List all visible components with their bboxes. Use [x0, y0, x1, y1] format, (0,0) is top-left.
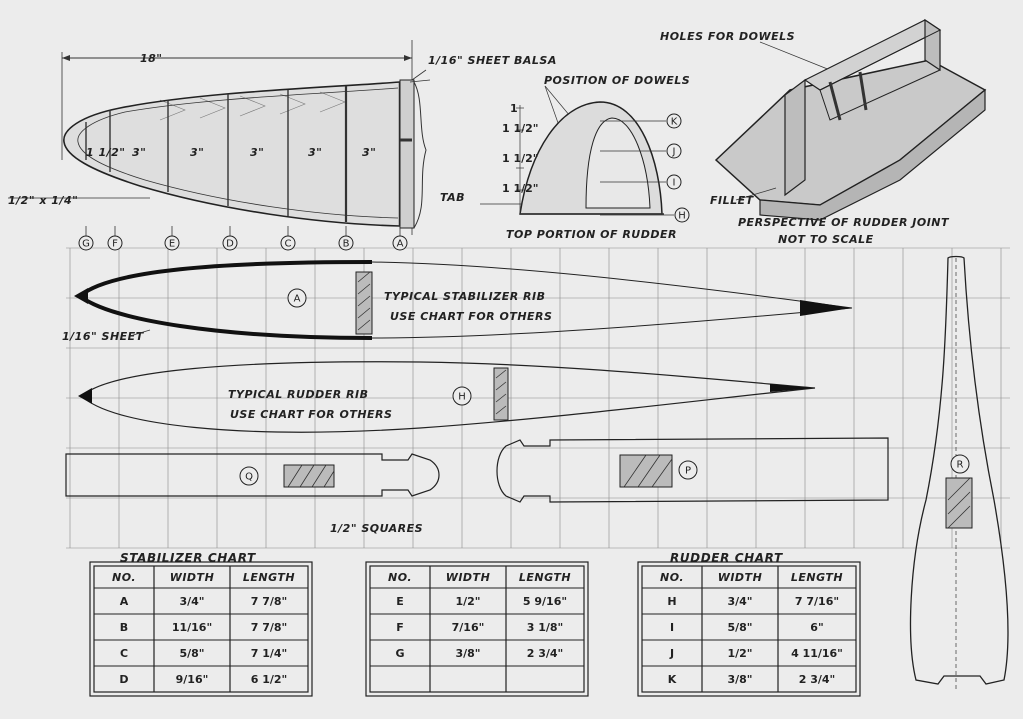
rudder-rib-circle: [675, 208, 689, 222]
table-cell: C: [119, 647, 129, 660]
rib-circle-letter: G: [82, 238, 90, 250]
rudder-rib-circle: [667, 175, 681, 189]
rudder-rib-circle-letter: I: [672, 177, 676, 189]
table-cell: 2 3/4": [526, 647, 564, 660]
top-portion-label: TOP PORTION OF RUDDER: [506, 228, 677, 241]
table-cell: 7 1/4": [250, 647, 288, 660]
rib-circle: [393, 236, 407, 250]
rib-circle-letter: D: [226, 238, 234, 250]
table-header: NO.: [660, 571, 684, 584]
table-cell: B: [119, 621, 129, 634]
stabilizer-plan: [8, 40, 557, 250]
not-to-scale-label: NOT TO SCALE: [778, 233, 874, 246]
part-circle-p: [679, 461, 697, 479]
part-circle-r-letter: R: [956, 459, 964, 471]
stabilizer-chart-title: STABILIZER CHART: [120, 551, 256, 565]
table-cell: J: [669, 647, 675, 660]
rib-circle: [223, 236, 237, 250]
rib-circle-letter: A: [396, 238, 404, 250]
stabilizer-rib: [62, 262, 852, 343]
sheet-116-label: 1/16" SHEET: [62, 330, 144, 343]
dowel-spacing-1: 1: [510, 102, 518, 115]
squares-label: 1/2" SQUARES: [330, 522, 424, 535]
table-cell: 3/8": [727, 673, 753, 686]
table-header: WIDTH: [717, 571, 763, 584]
rib-circle: [108, 236, 122, 250]
table-cell: 5/8": [727, 621, 753, 634]
table-cell: K: [667, 673, 677, 686]
table-cell: 1/2": [455, 595, 481, 608]
rudder-rib-circle-letter: K: [670, 116, 678, 128]
rib-circle-letter: B: [342, 238, 350, 250]
rudder-chart-table: [638, 562, 860, 696]
table-cell: 3/8": [455, 647, 481, 660]
table-cell: 7 7/8": [250, 621, 288, 634]
rib-circle: [339, 236, 353, 250]
rib-circle: [281, 236, 295, 250]
rib-circle-letter: F: [112, 238, 118, 250]
table-header: LENGTH: [518, 571, 572, 584]
stab-rib-label-1: TYPICAL STABILIZER RIB: [384, 290, 546, 303]
table-cell: D: [119, 673, 129, 686]
table-cell: 3/4": [727, 595, 753, 608]
rudder-rib-label-2: USE CHART FOR OTHERS: [230, 408, 393, 421]
rib-circle: [165, 236, 179, 250]
spacing-label-2: 3": [132, 146, 147, 159]
spacing-label-3: 3": [190, 146, 205, 159]
rib-circle-letter: C: [284, 238, 292, 250]
position-of-dowels-label: POSITION OF DOWELS: [544, 74, 691, 87]
perspective-label: PERSPECTIVE OF RUDDER JOINT: [738, 216, 949, 229]
rudder-top-portion: [440, 74, 690, 241]
part-circle-h: [453, 387, 471, 405]
rudder-rib-circle: [667, 114, 681, 128]
stab-rib-label-2: USE CHART FOR OTHERS: [390, 310, 553, 323]
dowel-spacing-2: 1 1/2": [502, 122, 539, 135]
rudder-rib-circle-letter: H: [678, 210, 686, 222]
table-cell: 2 3/4": [798, 673, 836, 686]
spacing-label-1: 1 1/2": [86, 146, 126, 159]
span-label: 18": [140, 52, 163, 65]
table-header: NO.: [112, 571, 136, 584]
sheet-balsa-label: 1/16" SHEET BALSA: [428, 54, 557, 67]
rudder-rib-circle: [667, 144, 681, 158]
rudder-rib-label-1: TYPICAL RUDDER RIB: [228, 388, 369, 401]
dowel-spacing-4: 1 1/2": [502, 182, 539, 195]
spacing-label-5: 3": [308, 146, 323, 159]
table-cell: 4 11/16": [791, 647, 843, 660]
tab-label: TAB: [440, 191, 466, 204]
table-cell: 11/16": [171, 621, 213, 634]
dowel-spacing-3: 1 1/2": [502, 152, 539, 165]
table-cell: H: [667, 595, 677, 608]
fillet-label: FILLET: [710, 194, 754, 207]
part-circle-a: [288, 289, 306, 307]
spar-label: 1/2" x 1/4": [8, 194, 79, 207]
part-circle-p-letter: P: [684, 465, 692, 477]
table-header: NO.: [388, 571, 412, 584]
table-cell: 7/16": [451, 621, 485, 634]
part-circle-q: [240, 467, 258, 485]
part-circle-a-letter: A: [293, 293, 301, 305]
table-cell: 7 7/16": [794, 595, 840, 608]
part-circle-h-letter: H: [458, 391, 466, 403]
table-cell: I: [669, 621, 675, 634]
rib-circle: [79, 236, 93, 250]
rudder-rib: [78, 362, 815, 432]
table-cell: 5/8": [179, 647, 205, 660]
rudder-joint-perspective: [660, 20, 985, 246]
stabilizer-chart-table-2: [366, 562, 588, 696]
rudder-rib-circle-letter: J: [672, 146, 676, 158]
holes-for-dowels-label: HOLES FOR DOWELS: [660, 30, 796, 43]
table-cell: G: [395, 647, 405, 660]
table-cell: E: [396, 595, 404, 608]
stabilizer-chart-table-1: [90, 562, 312, 696]
table-cell: 5 9/16": [522, 595, 568, 608]
table-cell: 1/2": [727, 647, 753, 660]
table-header: WIDTH: [445, 571, 491, 584]
table-cell: 6": [810, 621, 824, 634]
part-circle-q-letter: Q: [245, 471, 253, 483]
rib-circle-letter: E: [168, 238, 176, 250]
table-cell: 3 1/8": [526, 621, 564, 634]
table-cell: A: [119, 595, 129, 608]
table-cell: 9/16": [175, 673, 209, 686]
table-cell: F: [396, 621, 404, 634]
table-header: LENGTH: [242, 571, 296, 584]
part-circle-r: [951, 455, 969, 473]
spacing-label-4: 3": [250, 146, 265, 159]
spacing-label-6: 3": [362, 146, 377, 159]
table-header: WIDTH: [169, 571, 215, 584]
table-cell: 3/4": [179, 595, 205, 608]
table-cell: 6 1/2": [250, 673, 288, 686]
table-header: LENGTH: [790, 571, 844, 584]
rudder-chart-title: RUDDER CHART: [670, 551, 783, 565]
table-cell: 7 7/8": [250, 595, 288, 608]
